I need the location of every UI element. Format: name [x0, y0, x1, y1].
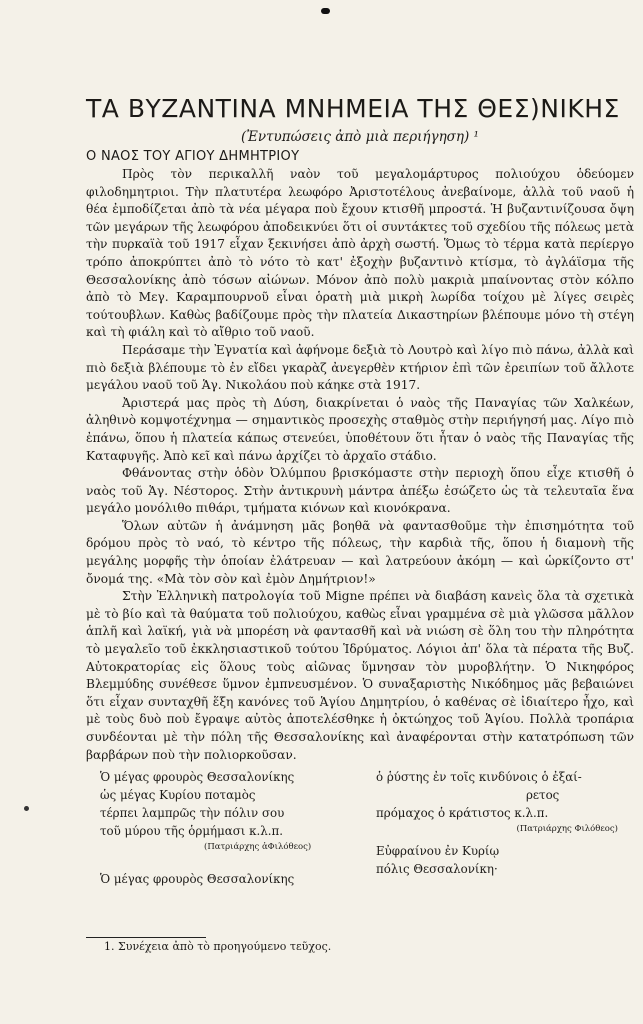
verse-credit: (Πατριάρχης Φιλόθεος): [516, 824, 618, 835]
verse-line: ὁ ῥύστης ἐν τοῖς κινδύνοις ὁ ἐξαί-: [376, 770, 582, 785]
verse-line: Ὁ μέγας φρουρὸς Θεσσαλονίκης: [100, 770, 295, 785]
footnote: 1. Συνέχεια ἀπὸ τὸ προηγούμενο τεῦχος.: [104, 940, 332, 953]
verse-credit: (Πατριάρχης ἀΦιλόθεος): [204, 842, 312, 853]
paragraph: Ὅλων αὐτῶν ἡ ἀνάμνηση μᾶς βοηθᾶ νὰ φαντασθοῦμε τὴν ἐπισημότητα τοῦ δρόμου πρὸς τὸ ναό, τὸ κέντρο τῆς πόλεως, τὴν καρδιὰ τῆς, ὅπου ἡ διαμονὴ τῆς μεγάλης μορφῆς τὴν ὁποίαν ἐλάτρευαν — καὶ λατρεύουν ἀκόμη — καὶ ὡρκίζοντο στ' ὄνομά της. «Μὰ τὸν σὸν καὶ ἐμὸν Δημήτριον!»: [86, 518, 634, 586]
verses-right-column: [376, 768, 636, 878]
verse-line: πόλις Θεσσαλονίκη·: [376, 862, 498, 877]
verse-line: τέρπει λαμπρῶς τὴν πόλιν σου: [100, 806, 285, 821]
paragraph: Ἀριστερά μας πρὸς τὴ Δύση, διακρίνεται ὁ ναὸς τῆς Παναγίας τῶν Χαλκέων, ἀληθινὸ κομψοτέχνημα — σημαντικὸς προσεχὴς σταθμὸς στὴν περιήγησή μας. Λίγο πιὸ ἐπάνω, ὅπου ἡ πλατεία κάπως στενεύει, ὑποθέτουν ὅτι ἦταν ὁ ναὸς τῆς Παναγίας τῆς Καταφυγῆς. Ἀπὸ κεῖ καὶ πάνω ἀρχίζει τὸ ἀρχαῖο στάδιο.: [86, 395, 634, 463]
paragraph: Στὴν Ἑλληνικὴ πατρολογία τοῦ Migne πρέπει νὰ διαβάση κανεὶς ὅλα τὰ σχετικὰ μὲ τὸ βίο καὶ τὰ θαύματα τοῦ πολιούχου, καθὼς εἶναι γραμμένα σὲ μιὰ γλῶσσα μᾶλλον ἁπλῆ καὶ λαϊκή, γιὰ νὰ μπορέση νὰ φαντασθῆ καὶ νὰ νιώση σὲ ὅλη του τὴν πληρότητα τὸ μεγαλεῖο τοῦ ἐκκλησιαστικοῦ τούτου Ἱδρύματος. Λόγιοι ἀπ' ὅλα τὰ πέρατα τῆς Βυζ. Αὐτοκρατορίας εἰς ὅλους τοὺς αἰῶνας ὕμνησαν τὸν μυροβλήτην. Ὁ Νικηφόρος Βλεμμύδης συνέθεσε ὕμνον ἐμπνευσμένον. Ὁ συναξαριστὴς Νικόδημος μᾶς βεβαιώνει ὅτι εἶχαν συνταχθῆ ἕξη κανόνες τοῦ Ἁγίου Δημητρίου, ὁ καθένας σὲ ἰδιαίτερο ἦχο, καὶ μὲ τοὺς δυὸ ποὺ ἔγραψε αὐτὸς ἀποτελέσθηκε ἡ ὀκτώηχος τοῦ Ἁγίου. Πολλὰ τροπάρια συνδέονται μὲ τὴν πόλη τῆς Θεσσαλονίκης καὶ ἀναφέρονται στὴν κατατρόπωση τῶν βαρβάρων ποὺ τὴν πολιορκοῦσαν.: [86, 589, 634, 762]
section-heading: Ο ΝΑΟΣ ΤΟΥ ΑΓΙΟΥ ΔΗΜΗΤΡΙΟΥ: [86, 149, 300, 164]
article-title: ΤΑ ΒΥΖΑΝΤΙΝΑ ΜΝΗΜΕΙΑ ΤΗΣ ΘΕΣ)ΝΙΚΗΣ: [86, 94, 620, 123]
hymn-verses: [86, 768, 634, 890]
article-subtitle: (Ἐντυπώσεις ἀπὸ μιὰ περιήγηση) ¹: [241, 129, 479, 145]
footnote-divider: [86, 937, 206, 938]
paragraph: Φθάνοντας στὴν ὁδὸν Ὀλύμπου βρισκόμαστε στὴν περιοχὴ ὅπου εἶχε κτισθῆ ὁ ναὸς τοῦ Ἁγ. Νέστορος. Στὴν ἀντικρυνὴ μάντρα ἀπέξω ἐσώζετο ὡς τὰ τελευταῖα ἕνα μεγάλο μονόλιθο πιθάρι, τμήματα κιόνων καὶ κιονόκρανα.: [86, 466, 634, 516]
verse-line: ὡς μέγας Κυρίου ποταμὸς: [100, 788, 256, 803]
verse-line: Ὁ μέγας φρουρὸς Θεσσαλονίκης: [100, 872, 295, 887]
verse-line: τοῦ μύρου τῆς ὁρμήμασι κ.λ.π.: [100, 824, 283, 839]
ink-speck: [24, 806, 29, 811]
ink-dot: [321, 8, 330, 14]
article-body: [86, 166, 634, 764]
paragraph: Περάσαμε τὴν Ἐγνατία καὶ ἀφήνομε δεξιὰ τὸ Λουτρὸ καὶ λίγο πιὸ πάνω, ἀλλὰ καὶ πιὸ δεξιὰ βλέπουμε τὸ ἐν εἴδει γκαρὰζ ἀνεγερθὲν κτήριον ἐπὶ τῶν ἐρειπίων τοῦ ἄλλοτε μεγάλου ναοῦ τοῦ Ἁγ. Νικολάου ποὺ κάηκε στὰ 1917.: [86, 342, 634, 393]
verse-line: ρετος: [526, 788, 560, 803]
verses-left-column: [100, 768, 380, 888]
verse-line: Εὐφραίνου ἐν Κυρίῳ: [376, 844, 500, 859]
verse-line: πρόμαχος ὁ κράτιστος κ.λ.π.: [376, 806, 549, 821]
article: [86, 94, 634, 890]
paragraph: Πρὸς τὸν περικαλλῆ ναὸν τοῦ μεγαλομάρτυρος πολιούχου ὁδεύομεν φιλοδημητριοι. Τὴν πλατυτέρα λεωφόρο Ἀριστοτέλους ἀνεβαίνομε, ἀλλὰ τοῦ ναοῦ ἡ θέα ἐμποδίζεται ἀπὸ τὰ νέα μέγαρα ποὺ ἔχουν κτισθῆ μπροστά. Ἡ βυζαντινίζουσα ὄψη τῶν μεγάρων τῆς λεωφόρου ἀποδεικνύει ὅτι οἱ συντάκτες τοῦ σχεδίου τῆς πόλεως μετὰ τὴν πυρκαϊὰ τοῦ 1917 εἶχαν ξεκινήσει ἀπὸ ἀρχὴ σωστή. Ὅμως τὸ τέρμα κατὰ περίεργο τρόπο ἀποκρύπτει ἀπὸ τὸ νότο τὸ κατ' ἐξοχὴν βυζαντινὸ κτίσμα, τὸ ἀγλάϊσμα τῆς Θεσσαλονίκης ἀπὸ τόσων αἰώνων. Μόνον ἀπὸ πολὺ μακριὰ μπαίνοντας στὸν κόλπο ἀπὸ τὸ Μεγ. Καραμπουρνοῦ εἶναι ὁρατὴ μιὰ μικρὴ λωρίδα τοίχου μὲ λίγες σειρὲς τούτουβλων. Καθὼς βαδίζουμε πρὸς τὴν πλατεία Δικαστηρίων βλέπουμε μόνο τὴ στέγη καὶ τὴ φιάλη καὶ τὸ αἴθριο τοῦ ναοῦ.: [86, 167, 634, 340]
